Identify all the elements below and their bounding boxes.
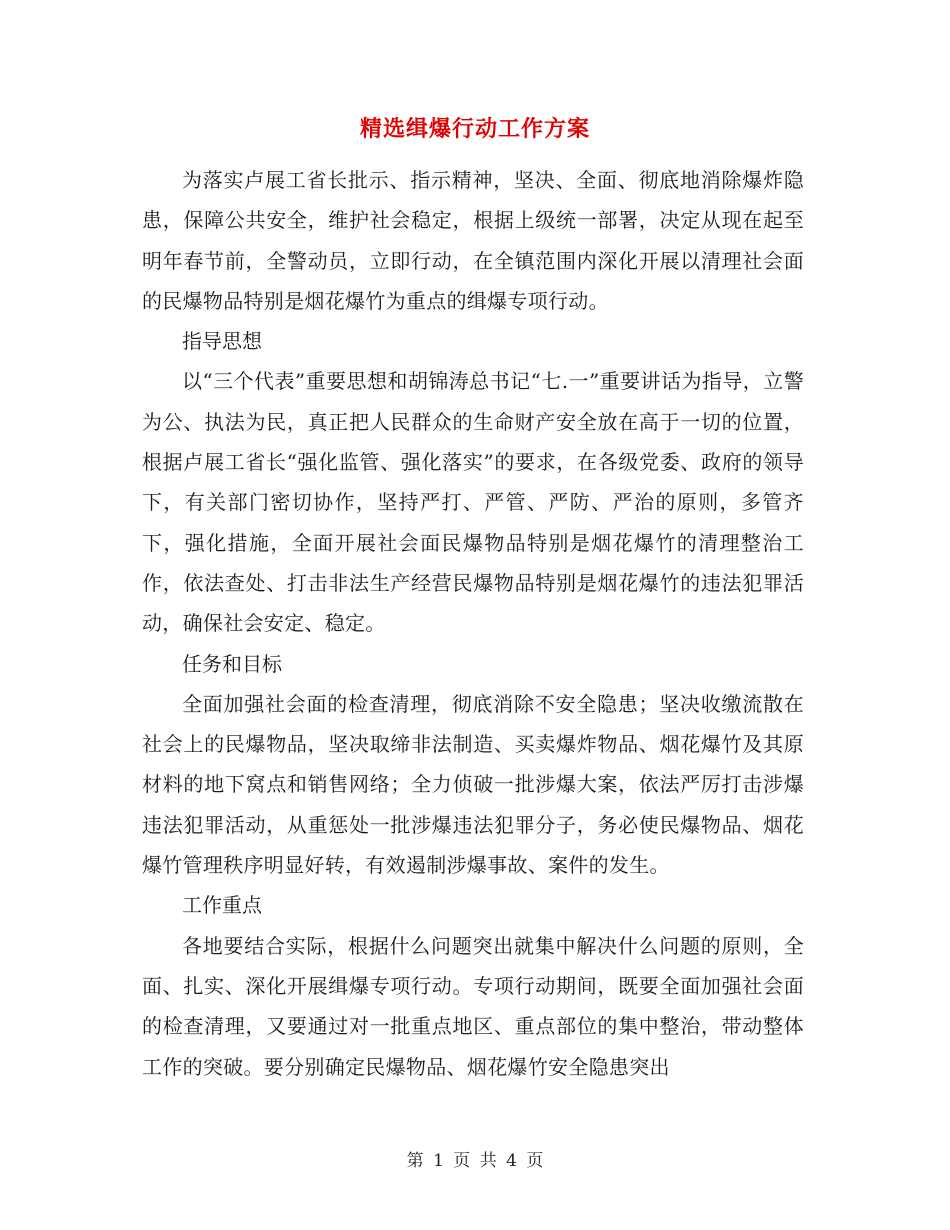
section-heading-tasks-goals: 任务和目标: [182, 651, 282, 676]
paragraph-intro: 为落实卢展工省长批示、指示精神，坚决、全面、彻底地消除爆炸隐患，保障公共安全，维护社会稳定，根据上级统一部署，决定从现在起至明年春节前，全警动员，立即行动，在全镇范围内深化开展以清理社会面的民爆物品特别是烟花爆竹为重点的缉爆专项行动。: [142, 168, 804, 313]
paragraph-tasks-goals: 全面加强社会面的检查清理，彻底消除不安全隐患；坚决收缴流散在社会上的民爆物品，坚决取缔非法制造、买卖爆炸物品、烟花爆竹及其原材料的地下窝点和销售网络；全力侦破一批涉爆大案，依法严厉打击涉爆违法犯罪活动，从重惩处一批涉爆违法犯罪分子，务必使民爆物品、烟花爆竹管理秩序明显好转，有效遏制涉爆事故、案件的发生。: [142, 691, 804, 878]
document-title: 精选缉爆行动工作方案: [359, 116, 590, 142]
section-heading-guiding-ideology: 指导思想: [182, 329, 262, 354]
section-heading-work-focus: 工作重点: [182, 893, 262, 918]
paragraph-work-focus: 各地要结合实际，根据什么问题突出就集中解决什么问题的原则，全面、扎实、深化开展缉爆专项行动。专项行动期间，既要全面加强社会面的检查清理，又要通过对一批重点地区、重点部位的集中整治，带动整体工作的突破。要分别确定民爆物品、烟花爆竹安全隐患突出: [142, 933, 804, 1079]
document-body: [142, 160, 804, 1087]
paragraph-guiding-ideology: 以“三个代表”重要思想和胡锦涛总书记“七.一”重要讲话为指导，立警为公、执法为民，真正把人民群众的生命财产安全放在高于一切的位置，根据卢展工省长“强化监管、强化落实”的要求，在各级党委、政府的领导下，有关部门密切协作，坚持严打、严管、严防、严治的原则，多管齐下，强化措施，全面开展社会面民爆物品特别是烟花爆竹的清理整治工作，依法查处、打击非法生产经营民爆物品特别是烟花爆竹的违法犯罪活动，确保社会安定、稳定。: [142, 369, 804, 636]
page-footer: 第 1 页 共 4 页: [406, 1151, 544, 1171]
